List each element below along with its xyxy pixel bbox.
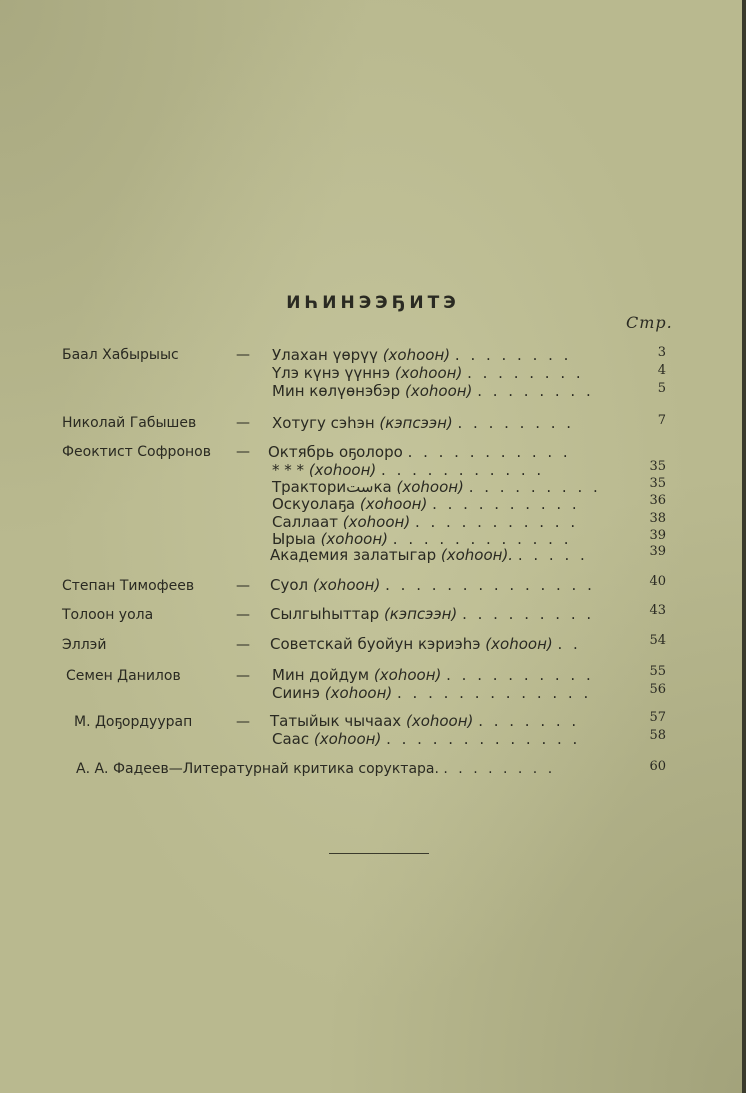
toc-author: М. Доҕордуурап (74, 714, 193, 730)
toc-leaders: . . . . . . . . (454, 346, 572, 364)
toc-page-number: 38 (649, 511, 666, 526)
toc-title: Тракториستка (272, 478, 392, 496)
toc-leaders: . . . . . . . . . . (446, 666, 594, 684)
toc-author: Эллэй (62, 637, 107, 653)
toc-genre: (хоһоон) (394, 364, 463, 382)
toc-entry (270, 635, 581, 653)
toc-page-number: 56 (649, 682, 666, 697)
toc-entry (270, 712, 579, 730)
toc-leaders: . . . . . . . . (443, 761, 556, 777)
toc-page-number: 58 (649, 728, 666, 743)
toc-title: Сылгыһыттар (270, 605, 380, 623)
toc-genre: (хоһоон) (308, 461, 377, 479)
toc-genre: (кэпсээн) (379, 414, 453, 432)
toc-genre: (хоһоон). (440, 546, 514, 564)
toc-genre: (хоһоон) (396, 478, 464, 496)
toc-entry (272, 346, 571, 364)
toc-leaders: . . . . . . . . . . . (381, 461, 545, 479)
toc-leaders: . . . . . . . . . . . . . . (385, 576, 595, 594)
toc-dash: — (236, 347, 250, 363)
toc-entry (272, 730, 580, 748)
toc-author: Феоктист Софронов (62, 444, 211, 460)
toc-title: Үлэ күнэ үүннэ (272, 364, 391, 382)
toc-title: Мин көлүөнэбэр (272, 382, 401, 400)
toc-genre: (хоһоон) (320, 530, 389, 548)
toc-genre: (кэпсээн) (383, 605, 458, 623)
toc-author: Толоон уола (62, 607, 154, 623)
toc-entry (272, 495, 580, 513)
toc-entry (270, 546, 588, 564)
toc-page-number: 7 (657, 413, 666, 428)
toc-final-entry (76, 761, 555, 777)
toc-dash: — (236, 637, 250, 653)
toc-page-number: 5 (657, 381, 666, 396)
toc-leaders: . . . . . . . . (477, 382, 594, 400)
toc-genre: (хоһоон) (359, 495, 428, 513)
toc-genre: (хоһоон) (324, 684, 393, 702)
toc-title: Саллаат (272, 513, 338, 531)
toc-title: Мин дойдум (272, 666, 370, 684)
toc-author: Баал Хабырыыс (62, 347, 179, 363)
toc-dash: — (236, 714, 250, 730)
toc-entry (270, 576, 595, 594)
toc-page-number: 39 (649, 528, 666, 543)
toc-page-number: 55 (649, 664, 666, 679)
toc-dash: — (236, 578, 250, 594)
toc-genre: (хоһоон) (342, 513, 411, 531)
toc-title: Советскай буойун кэриэһэ (270, 635, 481, 653)
toc-title: Хотугу сэһэн (272, 414, 375, 432)
toc-entry (270, 605, 594, 623)
toc-leaders: . . . . . . . . (467, 364, 584, 382)
toc-title: Суол (270, 576, 309, 594)
toc-entry (272, 513, 578, 531)
toc-title: Саас (272, 730, 310, 748)
toc-leaders: . . . . . (517, 546, 588, 564)
toc-title: Октябрь оҕолоро (268, 443, 403, 461)
toc-leaders: . . . . . . . . . . . (414, 513, 579, 531)
toc-title: Татыйык чычаах (270, 712, 402, 730)
toc-page-number: 36 (649, 493, 666, 508)
toc-dash: — (236, 668, 250, 684)
toc-page-number: 43 (649, 603, 666, 618)
toc-genre: (хоһоон) (312, 576, 381, 594)
toc-leaders: . . . . . . . . . . . (407, 443, 571, 461)
toc-title: Оскуолаҕа (272, 495, 356, 513)
toc-entry (272, 684, 591, 702)
toc-author: Николай Габышев (62, 415, 197, 431)
toc-page-number: 4 (657, 363, 666, 378)
toc-page-number: 39 (649, 544, 666, 559)
toc-genre: (хоһоон) (405, 712, 474, 730)
toc-genre: (хоһоон) (404, 382, 473, 400)
toc-genre: (хоһоон) (485, 635, 553, 653)
toc-dash: — (236, 444, 250, 460)
toc-title: Академия залатыгар (270, 546, 437, 564)
toc-dash: — (236, 415, 250, 431)
toc-entry (272, 666, 594, 684)
toc-entry (272, 364, 584, 382)
toc-dash: — (236, 607, 250, 623)
toc-author: Степан Тимофеев (62, 578, 195, 594)
toc-leaders: . . . . . . . . . . . . . (397, 684, 592, 702)
toc-genre: (хоһоон) (313, 730, 382, 748)
page-edge (742, 0, 746, 1093)
toc-title: Ырыа (272, 530, 316, 548)
pages-column-label: Стр. (626, 313, 673, 332)
toc-genre: (хоһоон) (382, 346, 451, 364)
toc-title: * * * (272, 461, 305, 479)
toc-title: Улахан үөрүү (272, 346, 378, 364)
toc-page-number: 35 (649, 459, 666, 474)
toc-genre: (хоһоон) (373, 666, 442, 684)
toc-page-number: 54 (649, 633, 666, 648)
toc-entry (272, 414, 574, 432)
divider-rule (329, 853, 429, 854)
toc-leaders: . . . . . . . . . (468, 478, 601, 496)
toc-entry (272, 478, 601, 496)
toc-leaders: . . . . . . . . . (462, 605, 595, 623)
toc-leaders: . . (557, 635, 581, 653)
toc-page-number: 60 (649, 759, 666, 774)
toc-leaders: . . . . . . . . (457, 414, 575, 432)
toc-page-number: 35 (649, 476, 666, 491)
toc-page-number: 57 (649, 710, 666, 725)
toc-leaders: . . . . . . . (478, 712, 580, 730)
toc-author: Семен Данилов (66, 668, 181, 684)
toc-entry (272, 461, 544, 479)
toc-entry (272, 382, 594, 400)
toc-page-number: 40 (649, 574, 666, 589)
page-title: ИҺИНЭЭҔИТЭ (286, 293, 460, 313)
toc-leaders: . . . . . . . . . . . . . (386, 730, 581, 748)
toc-final-text: А. А. Фадеев—Литературнай критика соруктара. (76, 761, 439, 777)
toc-page-number: 3 (657, 345, 666, 360)
toc-title: Сиинэ (272, 684, 321, 702)
toc-leaders: . . . . . . . . . . . . (392, 530, 572, 548)
toc-leaders: . . . . . . . . . . (432, 495, 580, 513)
toc-entry (268, 443, 571, 461)
